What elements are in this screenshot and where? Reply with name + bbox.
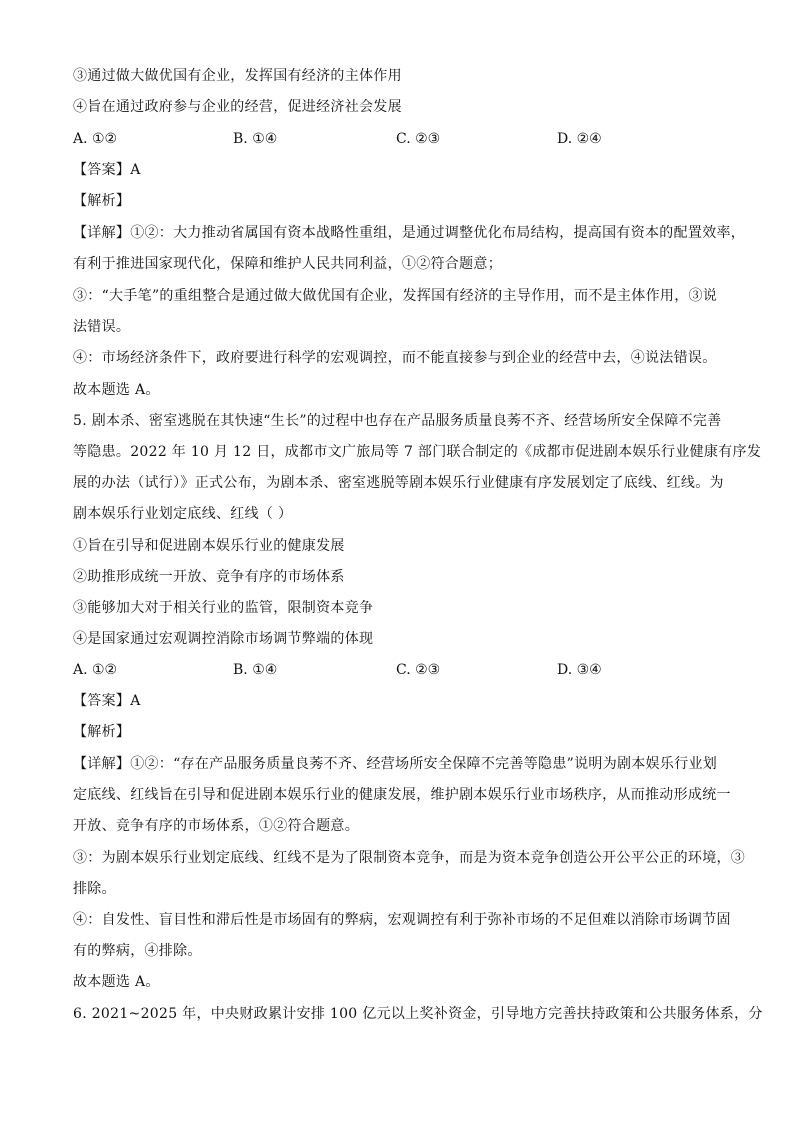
q5-answer: 【答案】A <box>73 693 141 709</box>
q4-detail-line: 法错误。 <box>73 319 131 335</box>
q5-stem-line: 展的办法（试行）》正式公布，为剧本杀、密室逃脱等剧本娱乐行业健康有序发展划定了底线、红线。为 <box>73 475 724 491</box>
q5-detail-line: 定底线、红线旨在引导和促进剧本娱乐行业的健康发展，维护剧本娱乐行业市场秩序，从而推动形成统一 <box>73 787 731 803</box>
q5-option-c: C. ②③ <box>396 662 441 678</box>
q5-detail-line: 【详解】①②：“存在产品服务质量良莠不齐、经营场所安全保障不完善等隐患”说明为剧本娱乐行业划 <box>73 756 718 772</box>
q5-option-d: D. ③④ <box>557 662 602 678</box>
q4-detail-line: 故本题选 A。 <box>73 382 160 398</box>
q4-detail-line: ③：“大手笔”的重组整合是通过做大做优国有企业，发挥国有经济的主导作用，而不是主体作用，③说 <box>73 288 718 304</box>
q5-detail-line: 开放、竞争有序的市场体系，①②符合题意。 <box>73 818 359 834</box>
q5-detail-line: 排除。 <box>73 881 116 897</box>
q4-analysis-label: 【解析】 <box>73 193 131 209</box>
q6-stem-line: 6. 2021~2025 年，中央财政累计安排 100 亿元以上奖补资金，引导地方完善扶持政策和公共服务体系，分 <box>73 1006 763 1022</box>
q4-item-4: ④旨在通过政府参与企业的经营，促进经济社会发展 <box>73 99 402 115</box>
q5-stem-line: 等隐患。2022 年 10 月 12 日，成都市文广旅局等 7 部门联合制定的《成都市促进剧本娱乐行业健康有序发 <box>73 444 762 460</box>
q5-item-3: ③能够加大对于相关行业的监管，限制资本竞争 <box>73 600 374 616</box>
q5-detail-line: ③：为剧本娱乐行业划定底线、红线不是为了限制资本竞争，而是为资本竞争创造公开公平公正的环境，③ <box>73 850 746 866</box>
q4-option-b: B. ①④ <box>233 131 278 147</box>
q4-option-d: D. ②④ <box>557 131 602 147</box>
q4-item-3: ③通过做大做优国有企业，发挥国有经济的主体作用 <box>73 68 402 84</box>
q4-detail-line: 【详解】①②：大力推动省属国有资本战略性重组，是通过调整优化布局结构，提高国有资本的配置效率， <box>73 225 746 241</box>
q4-answer: 【答案】A <box>73 162 141 178</box>
q5-item-1: ①旨在引导和促进剧本娱乐行业的健康发展 <box>73 538 345 554</box>
q5-option-b: B. ①④ <box>233 662 278 678</box>
q4-detail-line: 有利于推进国家现代化，保障和维护人民共同利益，①②符合题意； <box>73 256 502 272</box>
q5-option-a: A. ①② <box>73 662 118 678</box>
q5-item-4: ④是国家通过宏观调控消除市场调节弊端的体现 <box>73 631 374 647</box>
q5-analysis-label: 【解析】 <box>73 724 131 740</box>
q5-stem-line: 5. 剧本杀、密室逃脱在其快速“生长”的过程中也存在产品服务质量良莠不齐、经营场所安全保障不完善 <box>73 413 722 429</box>
q5-detail-line: ④：自发性、盲目性和滞后性是市场固有的弊病，宏观调控有利于弥补市场的不足但难以消除市场调节固 <box>73 912 731 928</box>
q5-detail-line: 有的弊病，④排除。 <box>73 943 202 959</box>
q5-detail-line: 故本题选 A。 <box>73 974 160 990</box>
q4-detail-line: ④：市场经济条件下，政府要进行科学的宏观调控，而不能直接参与到企业的经营中去，④说法错误。 <box>73 350 717 366</box>
q5-stem-line: 剧本娱乐行业划定底线、红线（ ） <box>73 506 293 522</box>
q5-item-2: ②助推形成统一开放、竞争有序的市场体系 <box>73 569 345 585</box>
q4-option-c: C. ②③ <box>396 131 441 147</box>
q4-option-a: A. ①② <box>73 131 118 147</box>
